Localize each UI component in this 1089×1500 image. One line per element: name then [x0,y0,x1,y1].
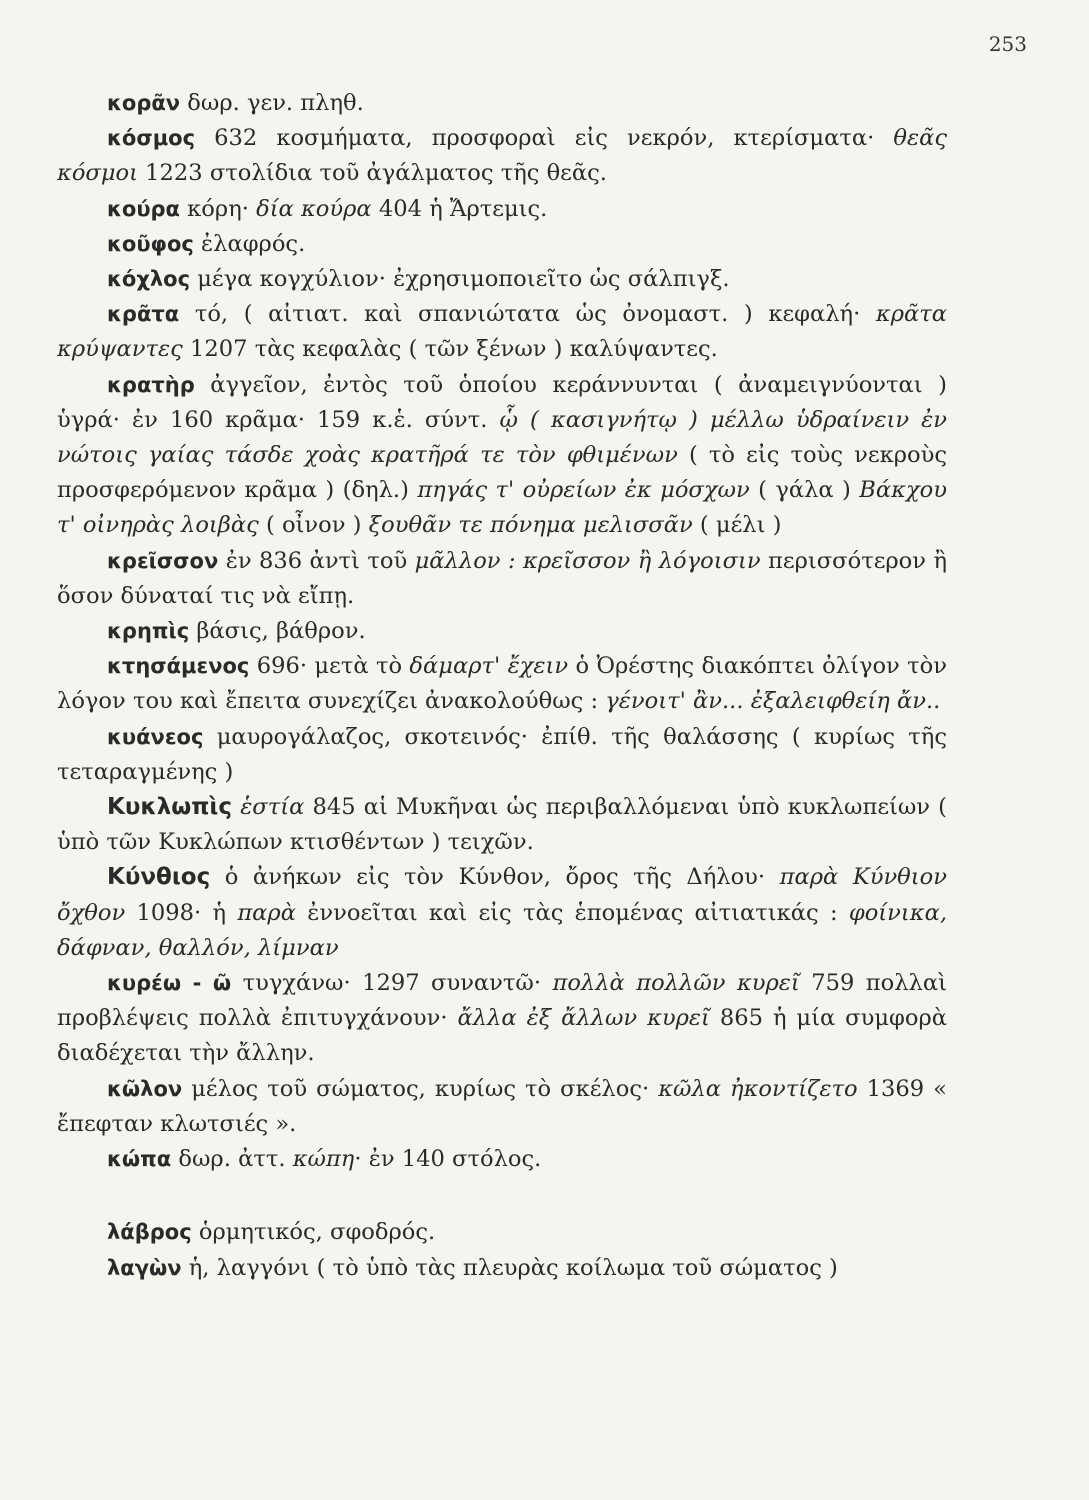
definition-text: ἐννοεῖται καὶ εἰς τὰς ἑπομένας αἰτιατικάς : [295,899,849,926]
definition-text: μαυρογάλαζος, σκοτεινός· ἐπίθ. τῆς θαλάσσης ( κυρίως τῆς τεταραγμένης ) [57,723,947,785]
headword: λαγὼν [107,1255,182,1280]
glossary-entry [57,790,947,860]
definition-text: 1223 στολίδια τοῦ ἀγάλματος τῆς θεᾶς. [138,160,607,187]
headword: κόχλος [107,267,191,292]
definition-text: 404 ἡ Ἄρτεμις. [371,195,548,222]
headword: κοῦφος [107,231,194,256]
headword: κόσμος [107,126,196,151]
definition-text: δωρ. γεν. πληθ. [180,90,364,116]
headword: κορᾶν [107,91,181,115]
definition-text: 696· μετὰ τὸ [249,653,410,680]
quoted-phrase: κῶλα ἠκοντίζετο [658,1075,858,1102]
glossary-entry [57,966,947,1072]
definition-text: τυγχάνω· 1297 συναντῶ· [231,970,553,997]
definition-text: ( οἶνον ) [258,512,369,539]
glossary-entry [57,1251,947,1286]
glossary-entry [57,368,947,544]
definition-text: ὁρμητικός, σφοδρός. [191,1219,436,1246]
glossary-entry [57,1142,947,1177]
headword: κρᾶτα [107,302,180,327]
glossary-entry [57,860,947,966]
quoted-phrase: θεᾶς κόσμοι [57,125,947,187]
definition-text: 845 αἱ Μυκῆναι ὡς περιβαλλόμεναι ὑπὸ κυκλωπείων ( ὑπὸ τῶν Κυκλώπων κτισθέντων ) τειχῶν. [57,794,947,856]
quoted-phrase: πηγάς τ' οὐρείων ἐκ μόσχων [417,477,750,504]
quoted-phrase: δάμαρτ' ἔχειν [409,653,569,680]
headword: κρεῖσσον [107,548,219,573]
glossary-entry [57,614,947,649]
definition-text: περισσότερον ἢ ὅσον δύναταί τις νὰ εἴπῃ. [57,547,947,609]
quoted-phrase: ἑστία [240,794,305,821]
definition-text: μέλος τοῦ σώματος, κυρίως τὸ σκέλος· [182,1075,659,1102]
definition-text [232,794,240,820]
headword: κρατὴρ [107,372,195,397]
glossary-entry [57,227,947,262]
glossary-body [57,86,947,1286]
definition-text: μέγα κογχύλιον· ἐχρησιμοποιεῖτο ὡς σάλπιγξ. [190,266,730,293]
quoted-phrase: ξουθᾶν τε πόνημα μελισσᾶν [368,512,693,539]
glossary-entry [57,720,947,790]
definition-text: 865 ἡ μία συμφορὰ διαδέχεται τὴν ἄλλην. [57,1005,947,1067]
headword: κῶλον [107,1076,183,1101]
headword: κούρα [107,196,180,221]
definition-text: ἐν 836 ἀντὶ τοῦ [218,547,415,574]
quoted-phrase: μᾶλλον : κρεῖσσον ἢ λόγοισιν [414,547,761,574]
quoted-phrase: κρᾶτα κρύψαντες [57,301,947,363]
definition-text: βάσις, βάθρον. [189,618,366,645]
definition-text: 1369 « ἔπεφταν κλωτσιές ». [57,1075,947,1137]
definition-text: 1098· ἡ [125,899,238,926]
definition-text: ( γάλα ) [749,477,860,504]
quoted-phrase: παρὰ Κύνθιον ὄχθον [57,864,947,926]
glossary-entry [57,1215,947,1250]
definition-text: 1207 τὰς κεφαλὰς ( τῶν ξένων ) καλύψαντες. [182,336,718,363]
glossary-entry [57,262,947,297]
quoted-phrase: φοίνικα, δάφναν, θαλλόν, λίμναν [57,899,948,961]
definition-text: ( τὸ εἰς τοὺς νεκροὺς προσφερόμενον κρᾶμα ) (δηλ.) [57,442,947,504]
definition-text: κόρη· [180,195,257,222]
definition-text: 632 κοσμήματα, προσφοραὶ εἰς νεκρόν, κτερίσματα· [195,125,894,152]
definition-text: ὁ ἀνήκων εἰς τὸν Κύνθον, ὄρος τῆς Δήλου· [210,864,780,891]
headword: κυρέω - ῶ [107,971,232,996]
quoted-phrase: ᾧ ( κασιγνήτῳ ) μέλλω ὑδραίνειν ἐν νώτοις γαίας τάσδε χοὰς κρατῆρά τε τὸν φθιμένων [57,406,948,469]
quoted-phrase: παρὰ [237,899,296,926]
glossary-entry [57,1072,947,1142]
definition-text: ( μέλι ) [692,512,782,539]
quoted-phrase: Βάκχου τ' οἰνηρὰς λοιβὰς [57,477,947,539]
headword: Κύνθιος [107,864,211,891]
definition-text: · ἐν 140 στόλος. [354,1146,542,1173]
glossary-entry [57,649,947,719]
headword: κυάνεος [107,724,204,749]
glossary-entry [57,121,947,191]
glossary-entry [57,86,947,121]
definition-text: ὁ Ὀρέστης διακόπτει ὀλίγον τὸν λόγον του καὶ ἔπειτα συνεχίζει ἀνακολούθως : [57,653,947,715]
quoted-phrase: δία κούρα [256,195,372,222]
quoted-phrase: γένοιτ' ἂν... ἐξαλειφθείη ἄν.. [605,688,941,715]
headword: λάβρος [107,1220,192,1245]
quoted-phrase: κώπη [292,1146,355,1173]
definition-text: ἐλαφρός. [193,230,306,257]
headword: κρηπὶς [107,619,190,644]
glossary-entry [57,544,947,614]
definition-text: δωρ. ἀττ. [171,1146,293,1173]
quoted-phrase: ἄλλα ἐξ ἄλλων κυρεῖ [457,1005,710,1032]
headword: Κυκλωπὶς [107,794,233,821]
definition-text: 759 πολλαὶ προβλέψεις πολλὰ ἐπιτυγχάνουν· [57,970,947,1032]
definition-text: τό, ( αἰτιατ. καὶ σπανιώτατα ὡς ὀνομαστ. ) κεφαλή· [179,301,876,328]
definition-text: ἀγγεῖον, ἐντὸς τοῦ ὁποίου κεράννυνται ( ἀναμειγνύονται ) ὑγρά· ἐν 160 κρᾶμα· 159 κ.ἑ. σύντ. [57,371,947,433]
quoted-phrase: πολλὰ πολλῶν κυρεῖ [552,970,800,997]
glossary-entry [57,297,947,367]
headword: κώπα [107,1147,172,1172]
definition-text: ἡ, λαγγόνι ( τὸ ὑπὸ τὰς πλευρὰς κοίλωμα τοῦ σώματος ) [181,1254,838,1281]
headword: κτησάμενος [107,654,250,679]
page-number: 253 [988,32,1027,56]
glossary-entry [57,192,947,227]
